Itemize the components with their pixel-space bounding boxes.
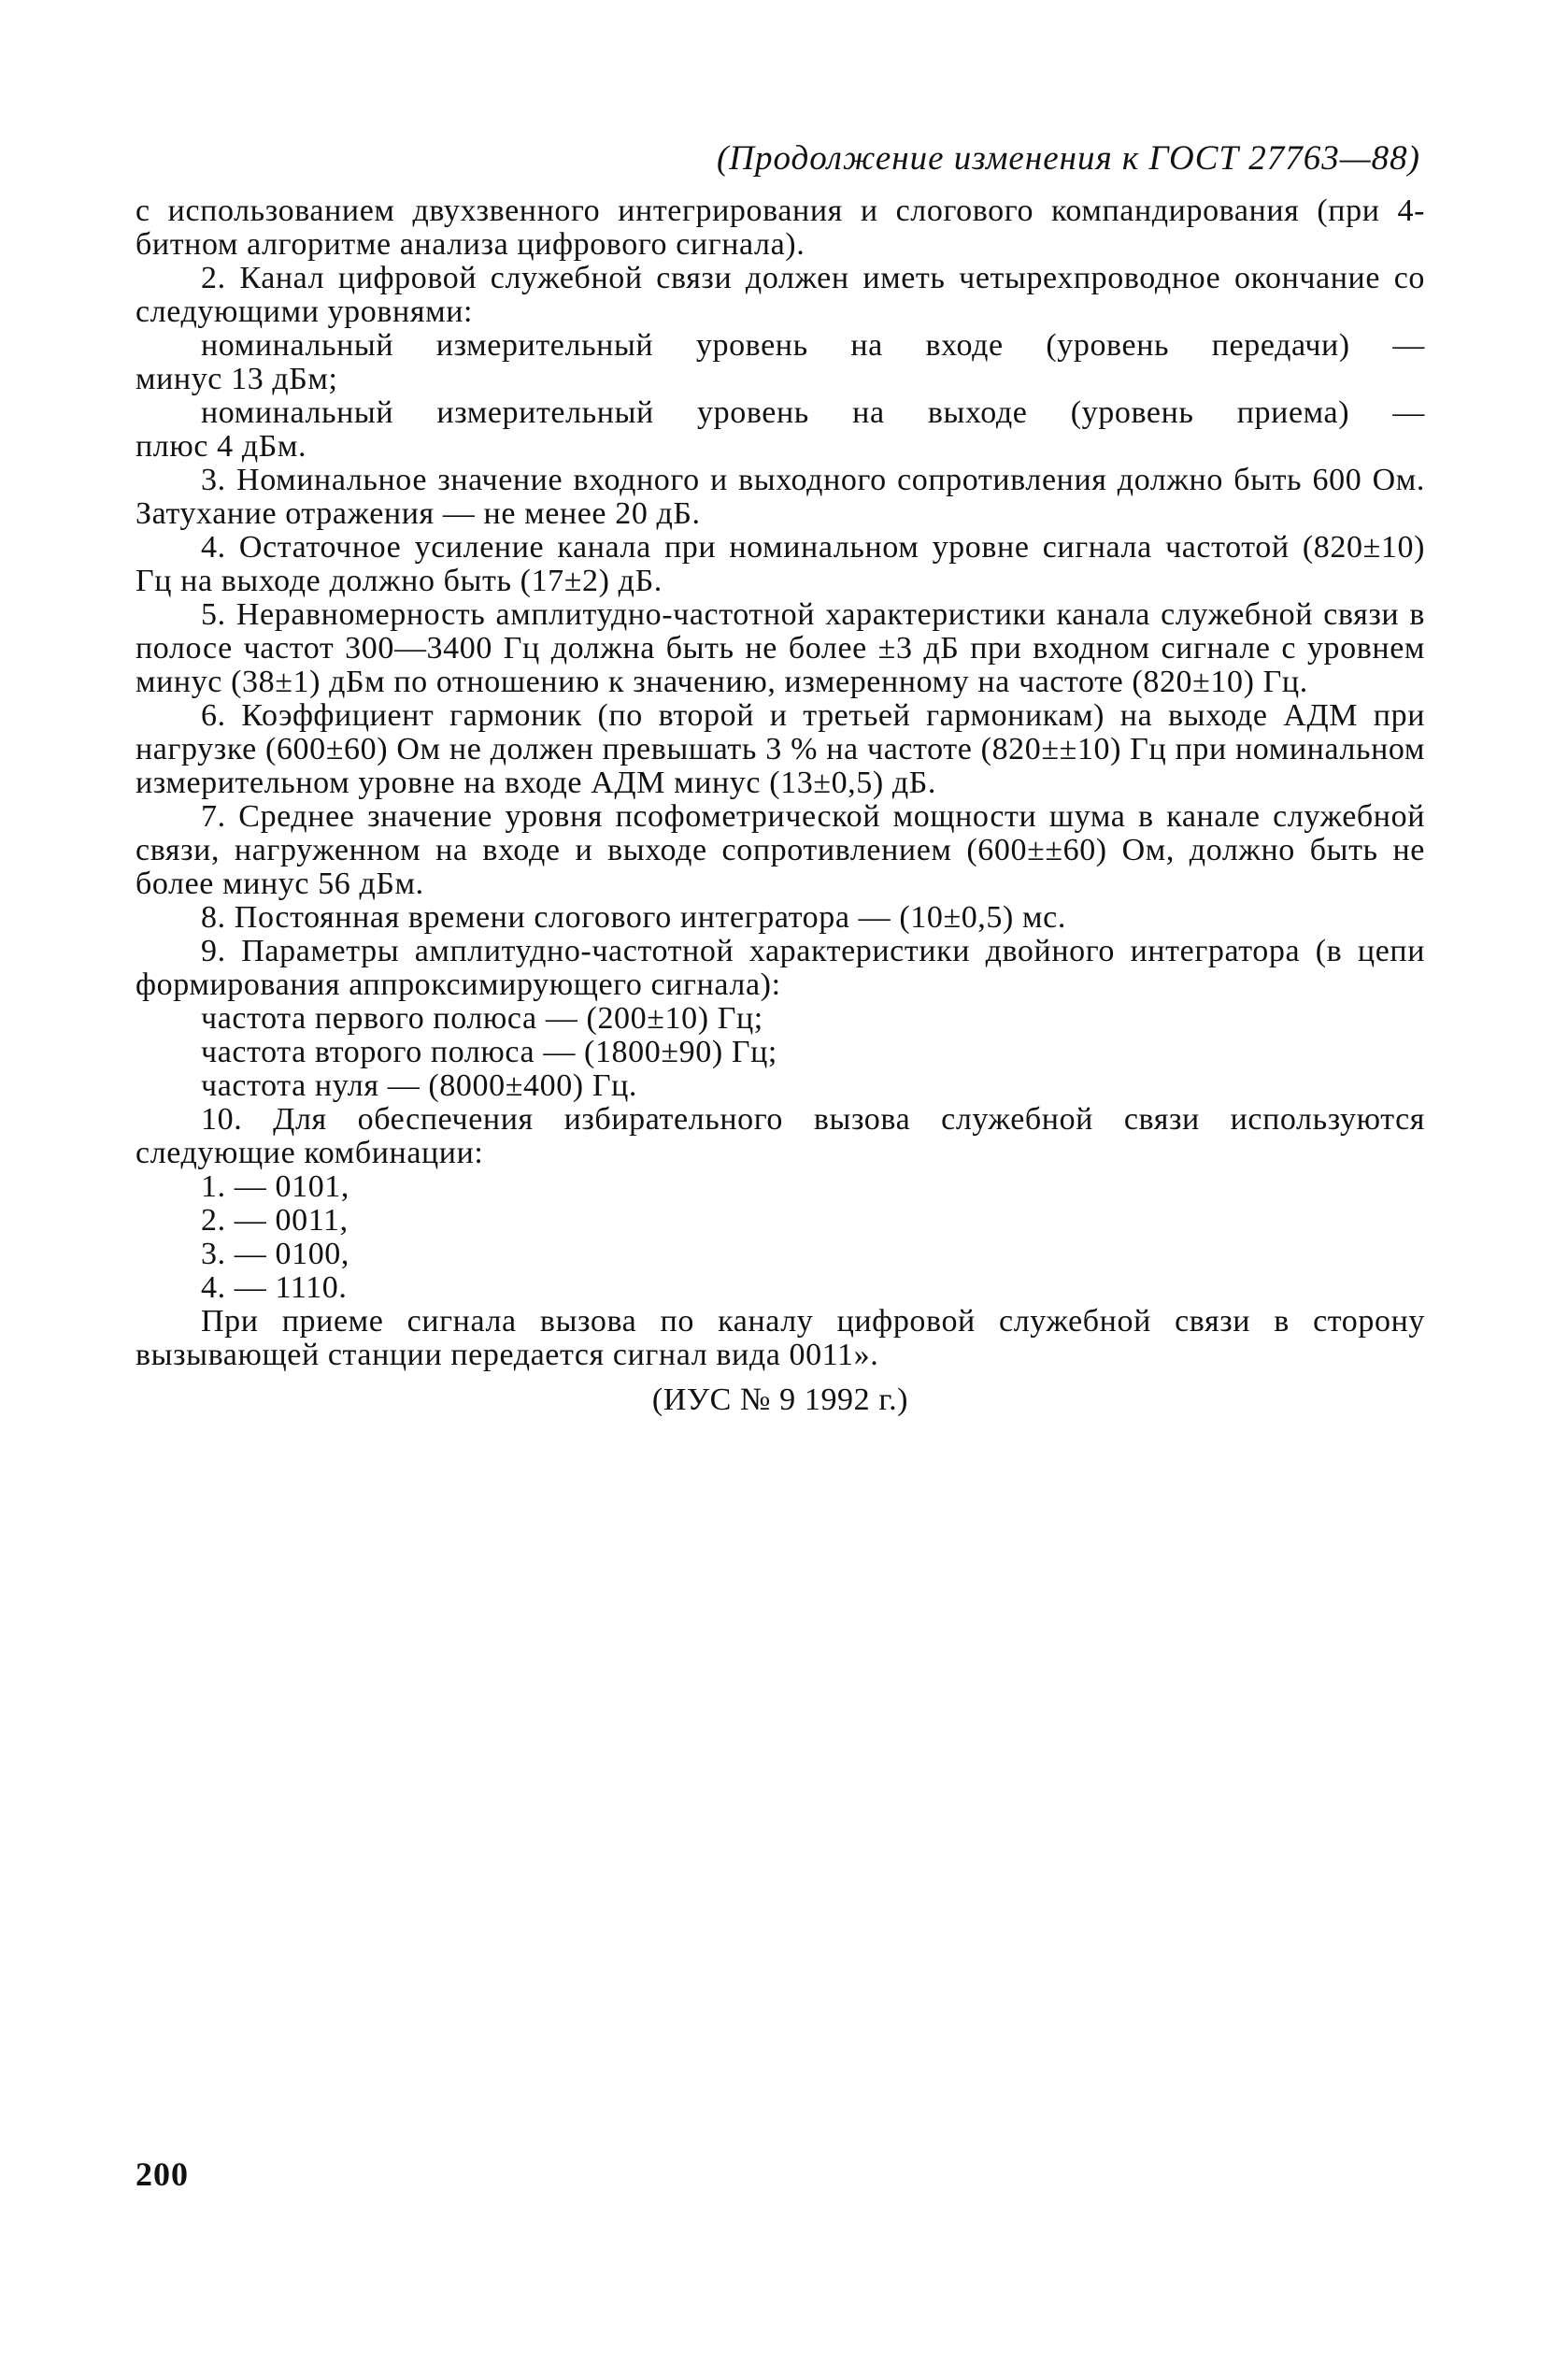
paragraph-item-8: 8. Постоянная времени слогового интегратора — (10±0,5) мс. — [201, 900, 1066, 935]
running-header: (Продолжение изменения к ГОСТ 27763—88) — [716, 139, 1420, 178]
combination-2: 2. — 0011, — [201, 1203, 349, 1238]
first-pole-frequency: частота первого полюса — (200±10) Гц; — [201, 1001, 763, 1036]
second-pole-frequency: частота второго полюса — (1800±90) Гц; — [201, 1035, 777, 1069]
input-level-line-1: номинальный измерительный уровень на входе (уровень передачи) — — [201, 328, 1425, 363]
paragraph-output-level — [135, 396, 1425, 464]
zero-frequency: частота нуля — (8000±400) Гц. — [201, 1068, 637, 1103]
combination-4: 4. — 1110. — [201, 1270, 348, 1305]
paragraph-item-6: 6. Коэффициент гармоник (по второй и третьей гармоникам) на выходе АДМ при нагрузке (600±60) Ом не должен превышать 3 % на частоте (820±±10) Гц при номинальном измерительном уровне на входе АДМ минус (13±0,5) дБ. — [135, 698, 1425, 800]
paragraph-item-7: 7. Среднее значение уровня псофометрической мощности шума в канале служебной связи, нагруженном на входе и выходе сопротивлением (600±±60) Ом, должно быть не более минус 56 дБм. — [135, 799, 1425, 901]
output-level-line-2: плюс 4 дБм. — [135, 429, 307, 464]
paragraph-item-2: 2. Канал цифровой служебной связи должен иметь четырехпроводное окончание со следующими уровнями: — [135, 261, 1425, 329]
paragraph-item-5: 5. Неравномерность амплитудно-частотной характеристики канала служебной связи в полосе частот 300—3400 Гц должна быть не более ±3 дБ при входном сигнале с уровнем минус (38±1) дБм по отношению к значению, измеренному на частоте (820±10) Гц. — [135, 597, 1425, 699]
paragraph-continuation: с использованием двухзвенного интегрирования и слогового компандирования (при 4-битном алгоритме анализа цифрового сигнала). — [135, 193, 1425, 262]
paragraph-input-level — [135, 329, 1425, 396]
output-level-line-1: номинальный измерительный уровень на выходе (уровень приема) — — [201, 395, 1425, 430]
paragraph-item-3: 3. Номинальное значение входного и выходного сопротивления должно быть 600 Ом. Затухание отражения — не менее 20 дБ. — [135, 463, 1425, 531]
source-reference: (ИУС № 9 1992 г.) — [651, 1382, 909, 1417]
document-body — [135, 194, 1425, 1417]
combination-3: 3. — 0100, — [201, 1237, 349, 1271]
paragraph-item-4: 4. Остаточное усиление канала при номинальном уровне сигнала частотой (820±10) Гц на выходе должно быть (17±2) дБ. — [135, 530, 1425, 598]
input-level-line-2: минус 13 дБм; — [135, 362, 338, 396]
paragraph-item-9: 9. Параметры амплитудно-частотной характеристики двойного интегратора (в цепи формирования аппроксимирующего сигнала): — [135, 934, 1425, 1002]
combination-1: 1. — 0101, — [201, 1169, 349, 1204]
page-number: 200 — [135, 2155, 189, 2193]
paragraph-call-signal: При приеме сигнала вызова по каналу цифровой служебной связи в сторону вызывающей станции передается сигнал вида 0011». — [135, 1304, 1425, 1372]
paragraph-item-10: 10. Для обеспечения избирательного вызова служебной связи используются следующие комбинации: — [135, 1102, 1425, 1170]
